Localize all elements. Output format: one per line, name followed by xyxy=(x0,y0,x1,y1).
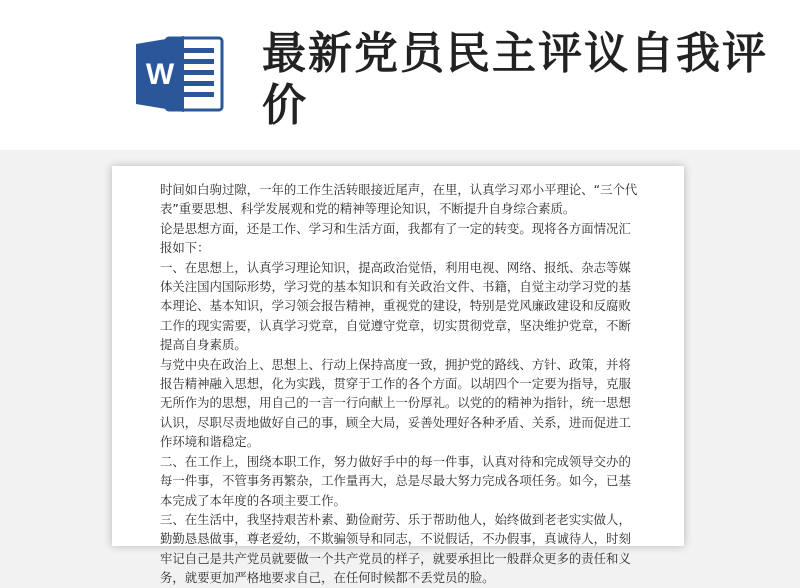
document-title: 最新党员民主评议自我评价 xyxy=(262,28,768,131)
paragraph: 一、在思想上，认真学习理论知识，提高政治觉悟，利用电视、网络、报纸、杂志等媒体关注国内国际形势，学习党的基本知识和有关政治文件、书籍，自觉主动学习党的基本理论、基本知识，学习领会报告精神，重视党的建设，特别是党风廉政建设和反腐败工作的现实需要，认真学习党章，自觉遵守党章，切实贯彻党章，坚决维护党章，不断提高自身素质。 xyxy=(160,259,631,353)
paragraph: 时间如白驹过隙，一年的工作生活转眼接近尾声，在里，认真学习邓小平理论、“三个代表”重要思想、科学发展观和党的精神等理论知识，不断提升自身综合素质。 xyxy=(160,182,638,217)
word-icon-letter: W xyxy=(145,58,175,91)
paragraph: 与党中央在政治上、思想上、行动上保持高度一致，拥护党的路线、方针、政策，并将报告精神融入思想，化为实践，贯穿于工作的各个方面。以胡四个一定要为指导，克服无所作为的思想，用自己的一言一行向献上一份厚礼。以党的的精神为指针，统一思想认识，尽职尽责地做好自己的事，顾全大局，妥善处理好各种矛盾、关系，进而促进工作环境和谐稳定。 xyxy=(160,356,631,450)
paragraph: 二、在工作上，围绕本职工作，努力做好手中的每一件事，认真对待和完成领导交办的每一件事，不管事务再繁杂，工作量再大，总是尽最大努力完成各项任务。如今，已基本完成了本年度的各项主要工作。 xyxy=(160,453,631,508)
word-icon xyxy=(136,34,226,114)
paragraph: 论是思想方面，还是工作、学习和生活方面，我都有了一定的转变。现将各方面情况汇报如下： xyxy=(160,220,631,256)
paragraph: 三、在生活中，我坚持艰苦朴素、勤俭耐劳、乐于帮助他人，始终做到老老实实做人，勤勤恳恳做事，尊老爱幼，不欺骗领导和同志，不说假话，不办假事，真诚待人，时刻牢记自己是共产党员就要做一个共产党员的样子，就要承担比一般群众更多的责任和义务，就要更加严格地要求自己，在任何时候都不丢党员的脸。 xyxy=(160,511,631,586)
document-body xyxy=(160,180,642,588)
